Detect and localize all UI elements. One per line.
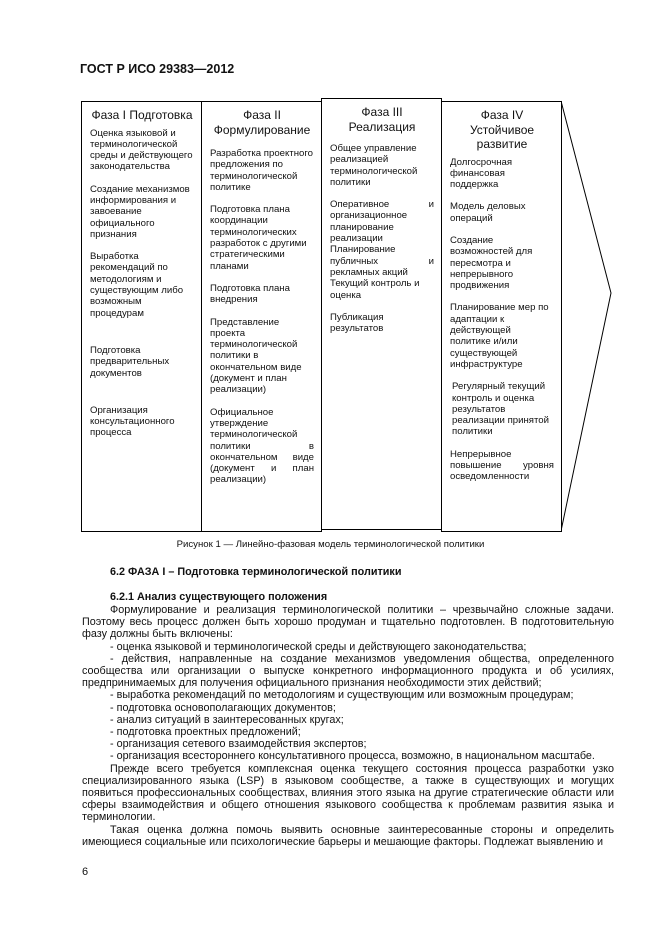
phase-item: Создание возможностей для пересмотра и непрерывного продвижения bbox=[450, 234, 533, 292]
list-item: - подготовка проектных предложений; bbox=[110, 726, 301, 739]
phase-item: Долгосрочная финансовая поддержка bbox=[450, 156, 513, 191]
phase-2-box bbox=[201, 101, 322, 532]
phase-item: Разработка проектного предложения по терминологической политике bbox=[210, 148, 313, 193]
list-item: - анализ ситуаций в заинтересованных кругах; bbox=[110, 713, 344, 726]
phase-item: Оперативное и организационное планирование реализации bbox=[330, 199, 434, 245]
phase-title: Фаза I Подготовка bbox=[91, 108, 193, 122]
phase-item: Непрерывное повышение уровня осведомленности bbox=[450, 448, 554, 483]
phase-item: Выработка рекомендаций по методологиям и существующим либо возможным процедурам bbox=[90, 251, 184, 319]
section-heading: 6.2 ФАЗА I – Подготовка терминологической политики bbox=[110, 566, 402, 578]
list-item: - оценка языковой и терминологической среды и действующего законодательства; bbox=[110, 640, 527, 653]
phase-item: Представление проекта терминологической политики в окончательном виде (документ и план реализации) bbox=[210, 316, 302, 396]
list-item: - организация сетевого взаимодействия экспертов; bbox=[110, 738, 367, 751]
body-text bbox=[82, 604, 614, 848]
paragraph: Такая оценка должна помочь выявить основные заинтересованные стороны и определить имеющиеся социальные или психологические барьеры и мешающие факторы. Подлежат выявлению и bbox=[82, 823, 614, 848]
phase-item: Текущий контроль и оценка bbox=[330, 278, 420, 301]
phase-4-box bbox=[441, 101, 562, 532]
phase-item: Регулярный текущий контроль и оценка результатов реализации принятой политики bbox=[452, 381, 549, 438]
page-number: 6 bbox=[82, 866, 89, 878]
intro-paragraph: Формулирование и реализация терминологической политики – чрезвычайно сложные задачи. Поэтому весь процесс должен быть хорошо продуман и тщательно подготовлен. В подготовительную фазу должны быть включены: bbox=[82, 604, 614, 641]
phase-title: Фаза II Формулирование bbox=[213, 108, 311, 137]
phase-item: Официальное утверждение терминологической политики в окончательном виде (документ и план реализации) bbox=[210, 406, 314, 486]
phase-item: Оценка языковой и терминологической среды и действующего законодательства bbox=[90, 127, 193, 173]
list-item: - подготовка основополагающих документов; bbox=[110, 701, 336, 714]
phase-item: Планирование мер по адаптации к действующей политике и/или существующей инфраструктуре bbox=[450, 302, 549, 370]
phase-item: Модель деловых операций bbox=[450, 201, 526, 224]
phase-item: Подготовка плана координации терминологических разработок с другими стратегическими планами bbox=[210, 204, 307, 272]
phase-1-box bbox=[81, 101, 202, 532]
list-item: - организация всестороннего консультативного процесса, возможно, в национальном масштабе. bbox=[110, 750, 595, 763]
list-item: - действия, направленные на создание механизмов уведомления общества, определенного сообщества или организации о выпуске конкретного информационного продукта и об усилиях, предпринимаемых для получения официального признания необходимости этих действий; bbox=[82, 652, 614, 690]
page-header: ГОСТ Р ИСО 29383—2012 bbox=[80, 62, 235, 76]
list-item: - выработка рекомендаций по методологиям и существующим или возможным процедурам; bbox=[110, 689, 574, 702]
paragraph: Прежде всего требуется комплексная оценка текущего состояния процесса разработки узко специализированного языка (LSP) в языковом сообществе, а также в существующих и могущих появиться профессиональных сообществах, влияния этого языка на другие стратегические области или сферы взаимодействия и общего отношения языкового сообщества к проблемам развития языка и терминологии. bbox=[82, 762, 614, 824]
phase-item: Планирование публичных и рекламных акций bbox=[330, 244, 434, 278]
subsection-heading: 6.2.1 Анализ существующего положения bbox=[110, 591, 328, 603]
phase-3-box bbox=[321, 98, 442, 530]
phase-item: Публикация результатов bbox=[330, 311, 384, 335]
figure-caption: Рисунок 1 — Линейно-фазовая модель терминологической политики bbox=[176, 539, 485, 550]
phase-item: Общее управление реализацией терминологической политики bbox=[330, 143, 418, 188]
phase-title: Фаза IV Устойчивое развитие bbox=[469, 108, 535, 151]
phase-item: Подготовка плана внедрения bbox=[210, 282, 290, 306]
phase-title: Фаза III Реализация bbox=[348, 105, 416, 134]
phase-item: Подготовка предварительных документов bbox=[90, 344, 170, 379]
phase-item: Создание механизмов информирования и завоевание официального признания bbox=[90, 183, 190, 240]
phase-item: Организация консультационного процесса bbox=[90, 404, 175, 439]
